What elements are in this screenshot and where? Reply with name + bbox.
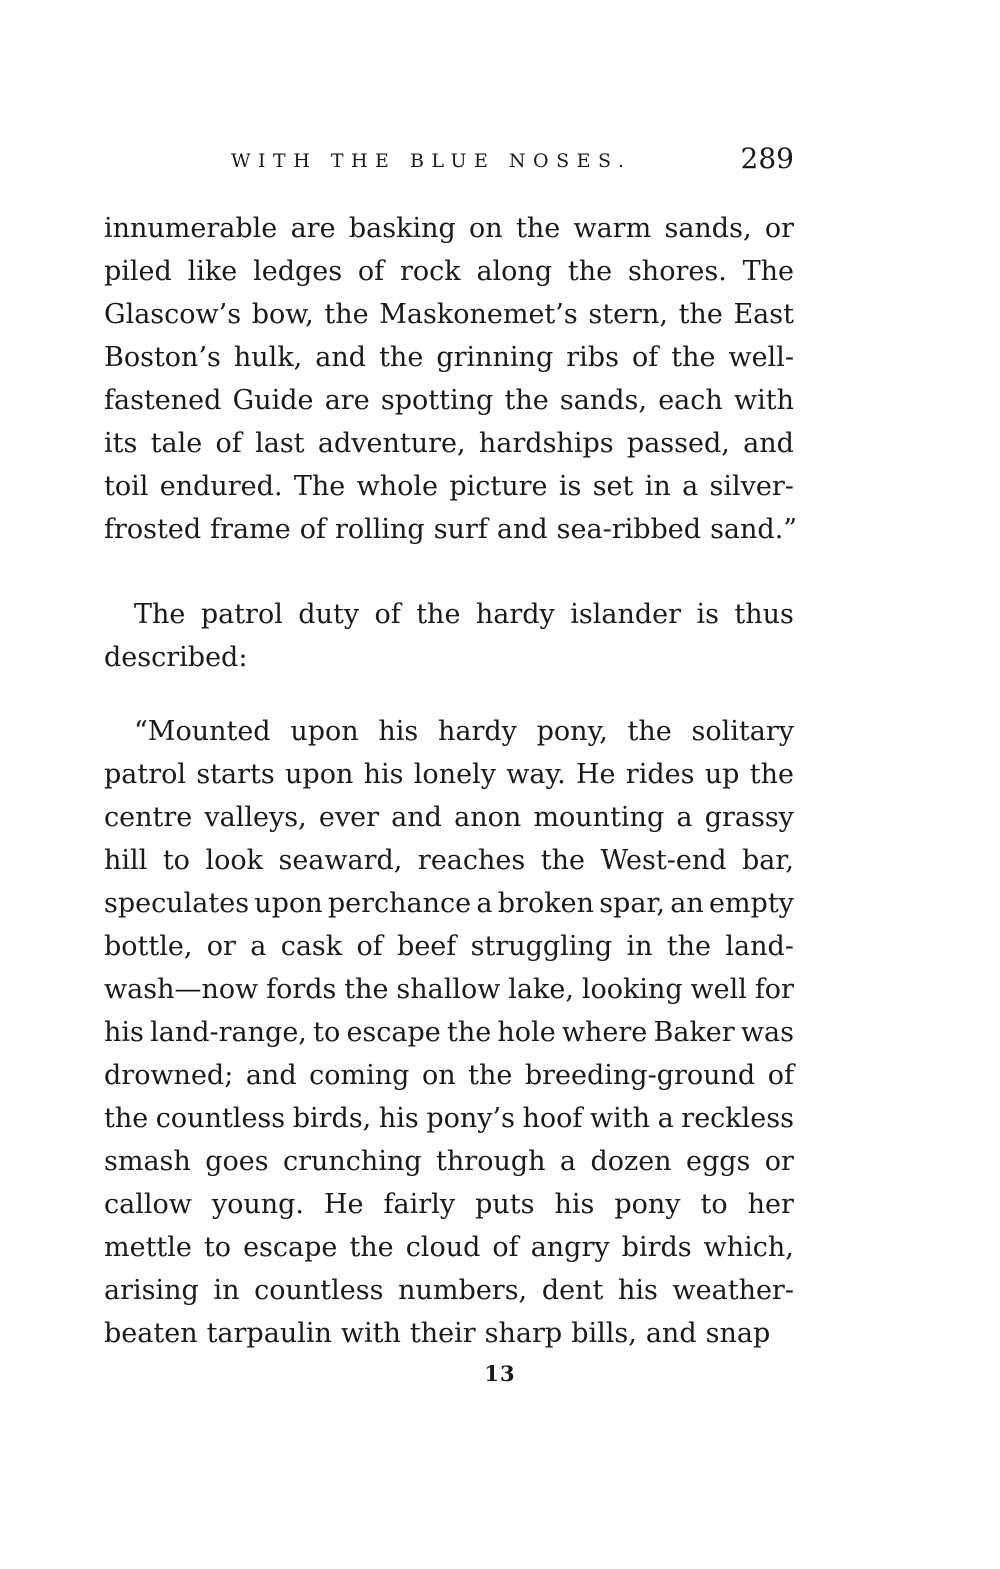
text-line: The patrol duty of the hardy islander is thus bbox=[134, 599, 794, 630]
text-line: the countless birds, his pony’s hoof with a reckless bbox=[104, 1103, 794, 1134]
signature-mark: 13 bbox=[484, 1361, 516, 1386]
text-line: smash goes crunching through a dozen eggs or bbox=[104, 1146, 794, 1177]
text-line: its tale of last adventure, hardships passed, and bbox=[104, 428, 794, 459]
text-line: arising in countless numbers, dent his weather- bbox=[104, 1275, 794, 1306]
text-line: described: bbox=[104, 642, 248, 673]
text-line: speculates upon perchance a broken spar, an empty bbox=[104, 888, 794, 919]
paragraph-1 bbox=[104, 207, 798, 551]
text-line: bottle, or a cask of beef struggling in the land- bbox=[104, 931, 794, 962]
paragraph-3 bbox=[104, 710, 794, 1355]
text-line: hill to look seaward, reaches the West-end bar, bbox=[104, 845, 794, 876]
text-line: centre valleys, ever and anon mounting a grassy bbox=[104, 802, 794, 833]
text-line: “Mounted upon his hardy pony, the solitary bbox=[134, 716, 794, 747]
text-line: fastened Guide are spotting the sands, each with bbox=[104, 385, 794, 416]
page-header bbox=[104, 142, 794, 182]
text-line: beaten tarpaulin with their sharp bills, and snap bbox=[104, 1318, 771, 1349]
text-line: piled like ledges of rock along the shores. The bbox=[104, 256, 794, 287]
text-line: Boston’s hulk, and the grinning ribs of the well- bbox=[104, 342, 794, 373]
text-line: frosted frame of rolling surf and sea-ribbed sand.” bbox=[104, 514, 798, 545]
text-line: his land-range, to escape the hole where Baker was bbox=[104, 1017, 794, 1048]
text-line: innumerable are basking on the warm sands, or bbox=[104, 213, 794, 244]
page-number: 289 bbox=[740, 142, 794, 175]
text-line: mettle to escape the cloud of angry birds which, bbox=[104, 1232, 794, 1263]
text-line: Glascow’s bow, the Maskonemet’s stern, the East bbox=[104, 299, 794, 330]
text-line: wash—now fords the shallow lake, looking well for bbox=[104, 974, 794, 1005]
text-line: callow young. He fairly puts his pony to her bbox=[104, 1189, 794, 1220]
text-line: drowned; and coming on the breeding-ground of bbox=[104, 1060, 794, 1091]
running-title: WITH THE BLUE NOSES. bbox=[231, 150, 632, 172]
paragraph-2 bbox=[104, 593, 794, 679]
text-line: patrol starts upon his lonely way. He rides up the bbox=[104, 759, 794, 790]
text-line: toil endured. The whole picture is set in a silver- bbox=[104, 471, 794, 502]
